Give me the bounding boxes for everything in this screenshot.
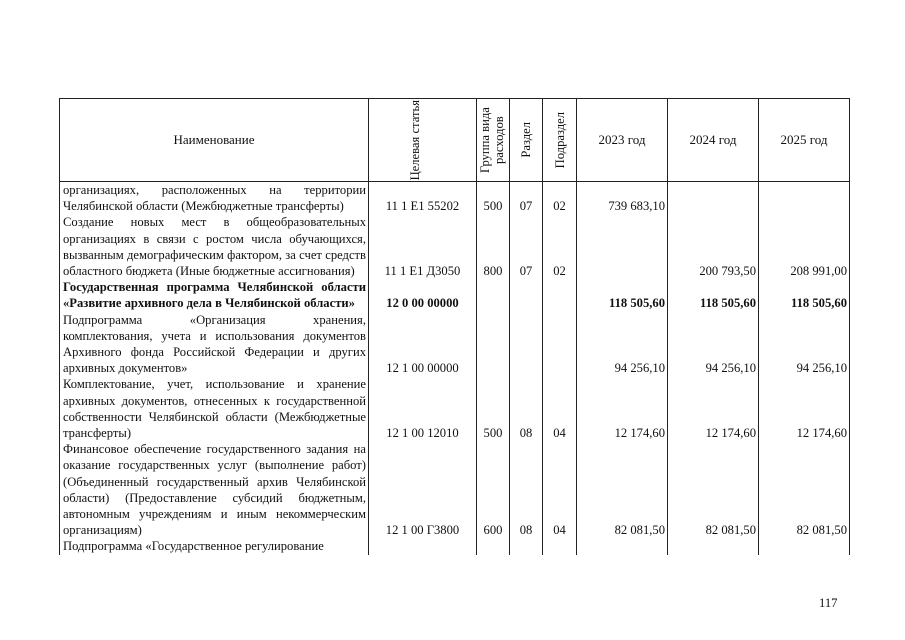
row-name: Государственная программа Челябинской области «Развитие архивного дела в Челябинской области» [60, 279, 369, 311]
row-target-article: 11 1 Е1 Д3050 [369, 214, 477, 279]
row-target-article: 12 1 00 12010 [369, 376, 477, 441]
header-subsection-text: Подраздел [552, 111, 567, 169]
row-section [510, 538, 543, 554]
row-2024: 12 174,60 [668, 376, 759, 441]
row-expense-group [477, 312, 510, 377]
row-section: 08 [510, 441, 543, 538]
header-target-article [369, 99, 477, 182]
row-2023: 82 081,50 [577, 441, 668, 538]
row-expense-group: 500 [477, 376, 510, 441]
row-2023 [577, 214, 668, 279]
row-2024 [668, 182, 759, 215]
header-2025: 2025 год [759, 99, 850, 182]
table-row [60, 441, 850, 538]
row-name: Создание новых мест в общеобразовательных организациях в связи с ростом числа обучающихся, вызванным демографическим фактором, за счет средств областного бюджета (Иные бюджетные ассигнования) [60, 214, 369, 279]
table-row [60, 538, 850, 554]
table-row [60, 182, 850, 215]
row-2023: 739 683,10 [577, 182, 668, 215]
header-expense-group [477, 99, 510, 182]
row-2025: 118 505,60 [759, 279, 850, 311]
row-2023: 94 256,10 [577, 312, 668, 377]
row-expense-group: 600 [477, 441, 510, 538]
row-2025: 94 256,10 [759, 312, 850, 377]
row-2025 [759, 182, 850, 215]
row-name: Финансовое обеспечение государственного задания на оказание государственных услуг (выполнение работ) (Объединенный государственный архив Челябинской области) (Предоставление субсидий бюджетным, автономным учреждениям и иным некоммерческим организациям) [60, 441, 369, 538]
row-2025 [759, 538, 850, 554]
row-subsection: 04 [543, 441, 577, 538]
row-section: 08 [510, 376, 543, 441]
row-subsection [543, 312, 577, 377]
row-target-article: 12 0 00 00000 [369, 279, 477, 311]
row-2024 [668, 538, 759, 554]
row-section: 07 [510, 182, 543, 215]
row-2023 [577, 538, 668, 554]
row-section [510, 279, 543, 311]
table-row [60, 312, 850, 377]
header-section [510, 99, 543, 182]
header-expense-group-text: Группа вида расходов [478, 107, 506, 173]
row-2025: 208 991,00 [759, 214, 850, 279]
row-section [510, 312, 543, 377]
row-2025: 12 174,60 [759, 376, 850, 441]
header-section-text: Раздел [519, 122, 533, 158]
row-subsection [543, 538, 577, 554]
row-2024: 118 505,60 [668, 279, 759, 311]
row-expense-group: 500 [477, 182, 510, 215]
row-target-article [369, 538, 477, 554]
table-row [60, 376, 850, 441]
row-2023: 118 505,60 [577, 279, 668, 311]
header-target-article-text: Целевая статья [407, 99, 422, 181]
row-target-article: 12 1 00 Г3800 [369, 441, 477, 538]
row-subsection: 02 [543, 214, 577, 279]
table-row [60, 279, 850, 311]
budget-table [59, 98, 850, 555]
header-subsection [543, 99, 577, 182]
row-2025: 82 081,50 [759, 441, 850, 538]
row-name: организациях, расположенных на территории Челябинской области (Межбюджетные трансферты) [60, 182, 369, 215]
page-number: 117 [819, 596, 838, 610]
row-expense-group [477, 279, 510, 311]
row-2023: 12 174,60 [577, 376, 668, 441]
row-subsection: 04 [543, 376, 577, 441]
row-target-article: 11 1 Е1 55202 [369, 182, 477, 215]
row-expense-group: 800 [477, 214, 510, 279]
row-name: Комплектование, учет, использование и хранение архивных документов, отнесенных к государственной собственности Челябинской области (Межбюджетные трансферты) [60, 376, 369, 441]
row-target-article: 12 1 00 00000 [369, 312, 477, 377]
row-subsection: 02 [543, 182, 577, 215]
row-expense-group [477, 538, 510, 554]
table-row [60, 214, 850, 279]
row-2024: 82 081,50 [668, 441, 759, 538]
row-section: 07 [510, 214, 543, 279]
row-2024: 200 793,50 [668, 214, 759, 279]
table-header-row [60, 99, 850, 182]
row-2024: 94 256,10 [668, 312, 759, 377]
header-2023: 2023 год [577, 99, 668, 182]
row-name: Подпрограмма «Государственное регулирование [60, 538, 369, 554]
header-2024: 2024 год [668, 99, 759, 182]
row-name: Подпрограмма «Организация хранения, комплектования, учета и использования документов Архивного фонда Российской Федерации и других архивных документов» [60, 312, 369, 377]
row-subsection [543, 279, 577, 311]
header-name: Наименование [60, 99, 369, 182]
